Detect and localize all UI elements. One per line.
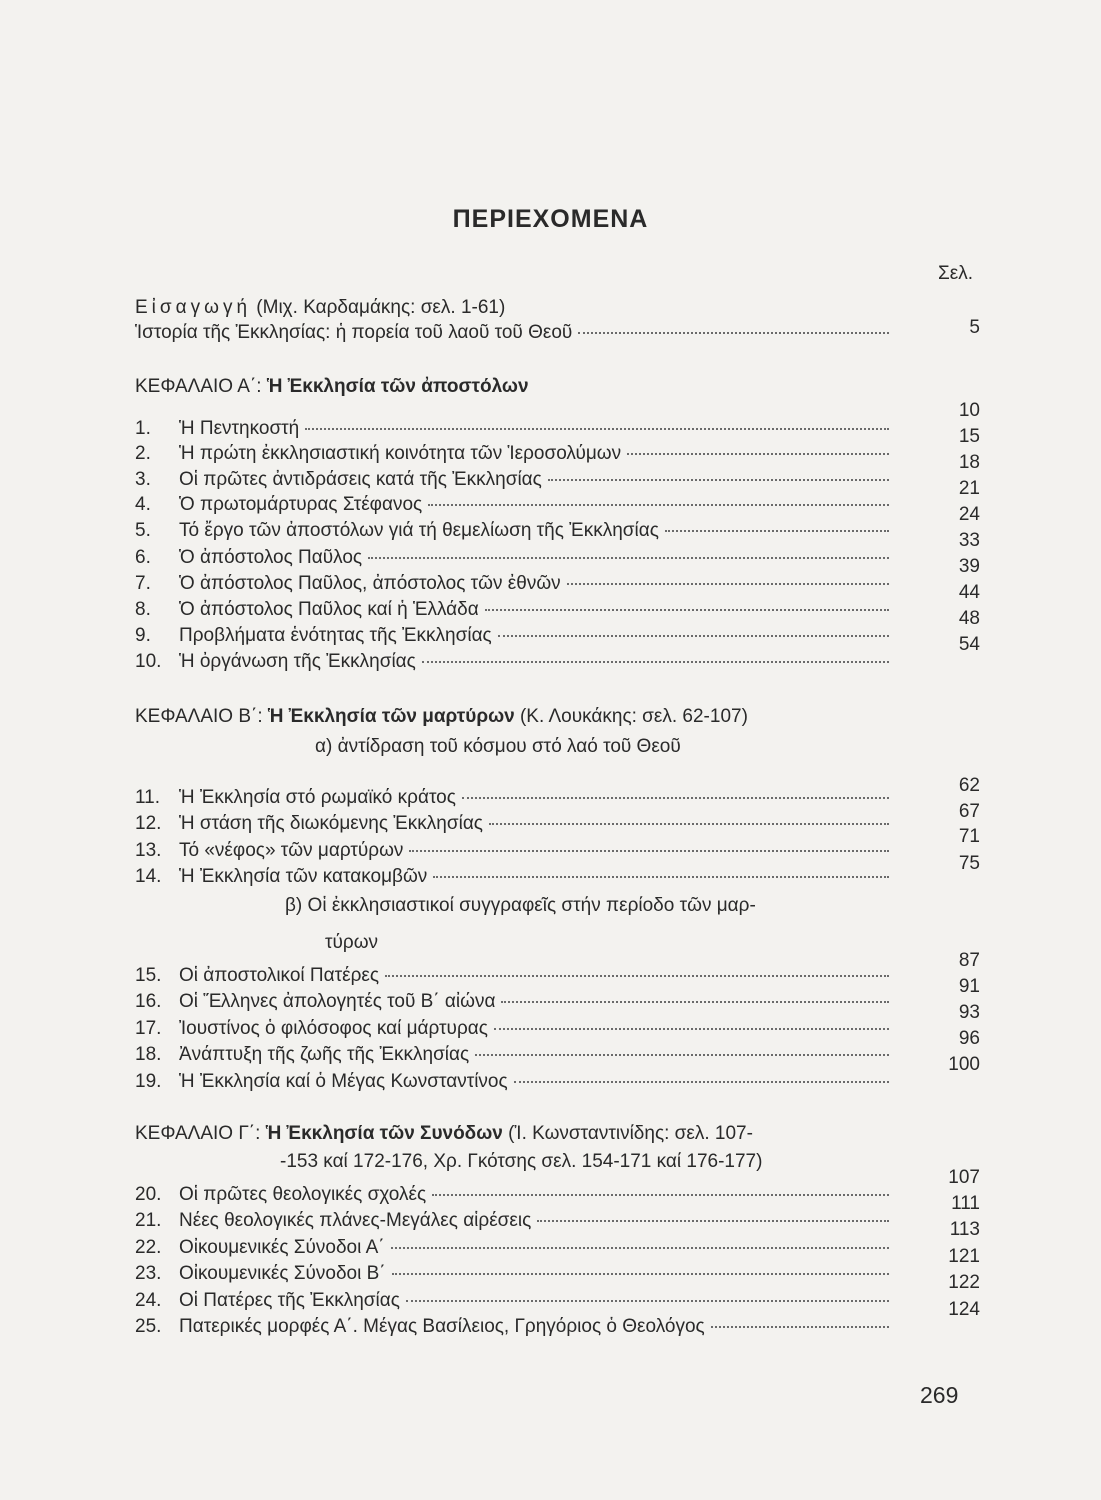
toc-entry xyxy=(135,1290,895,1316)
chapter-title: Ἡ Ἐκκλησία τῶν ἀποστόλων xyxy=(266,376,529,397)
leader-dots xyxy=(385,975,889,977)
leader-dots xyxy=(392,1273,889,1275)
entry-page: 113 xyxy=(949,1219,980,1240)
entry-number: 6. xyxy=(135,547,151,568)
entry-number: 14. xyxy=(135,866,162,887)
entry-title: Ὁ πρωτομάρτυρας Στέφανος xyxy=(179,494,423,515)
leader-dots xyxy=(498,635,889,637)
leader-dots xyxy=(368,557,889,559)
toc-entry xyxy=(135,443,895,469)
toc-entry xyxy=(135,599,895,625)
entry-page: 122 xyxy=(948,1272,980,1293)
entry-title: Οἱ ἀποστολικοί Πατέρες xyxy=(179,965,380,986)
page-number: 269 xyxy=(920,1382,959,1408)
leader-dots xyxy=(406,1300,889,1302)
chapter-prefix: ΚΕΦΑΛΑΙΟ Β΄: xyxy=(135,706,268,727)
entry-page: 67 xyxy=(958,801,980,822)
leader-dots xyxy=(391,1247,889,1249)
toc-entry xyxy=(135,965,895,991)
intro-heading xyxy=(135,297,505,319)
leader-dots xyxy=(567,583,889,585)
entry-title: Πατερικές μορφές Α΄. Μέγας Βασίλειος, Γρηγόριος ὁ Θεολόγος xyxy=(179,1316,705,1337)
entry-number: 1. xyxy=(135,418,151,439)
chapter-heading xyxy=(135,706,915,728)
entry-number: 4. xyxy=(135,494,151,515)
leader-dots xyxy=(627,453,889,455)
toc-entry xyxy=(135,520,895,546)
entry-title: Οἱ Πατέρες τῆς Ἐκκλησίας xyxy=(179,1290,400,1311)
entry-page: 96 xyxy=(958,1028,980,1049)
leader-dots xyxy=(514,1081,889,1083)
entry-page: 21 xyxy=(958,478,980,499)
leader-dots xyxy=(462,797,889,799)
entry-page: 44 xyxy=(958,582,980,603)
chapter-heading xyxy=(135,376,915,398)
entry-title: Ἀνάπτυξη τῆς ζωῆς τῆς Ἐκκλησίας xyxy=(179,1044,470,1065)
leader-dots xyxy=(665,530,889,532)
leader-dots xyxy=(711,1326,889,1328)
entry-page: 24 xyxy=(958,504,980,525)
entry-number: 13. xyxy=(135,840,162,861)
entry-page: 15 xyxy=(958,426,980,447)
chapter-note: (Κ. Λουκάκης: σελ. 62-107) xyxy=(514,706,748,727)
entry-page: 39 xyxy=(958,556,980,577)
toc-entry xyxy=(135,813,895,839)
toc-entry xyxy=(135,1071,895,1097)
entry-title: Νέες θεολογικές πλάνες-Μεγάλες αἱρέσεις xyxy=(179,1210,532,1231)
entry-title: Ἱστορία τῆς Ἐκκλησίας: ἡ πορεία τοῦ λαοῦ τοῦ Θεοῦ xyxy=(135,322,573,343)
entry-page: 111 xyxy=(951,1193,980,1214)
entry-title: Ἡ Ἐκκλησία καί ὁ Μέγας Κωνσταντίνος xyxy=(179,1071,508,1092)
subsection-heading: β) Οἱ ἐκκλησιαστικοί συγγραφεῖς στήν περίοδο τῶν μαρ- xyxy=(285,895,756,916)
entry-number: 22. xyxy=(135,1237,162,1258)
entry-title: Οἰκουμενικές Σύνοδοι Β΄ xyxy=(179,1263,386,1284)
leader-dots xyxy=(305,428,889,430)
entry-number: 20. xyxy=(135,1184,162,1205)
entry-number: 8. xyxy=(135,599,151,620)
entry-page: 48 xyxy=(958,608,980,629)
entry-title: Ὁ ἀπόστολος Παῦλος, ἀπόστολος τῶν ἐθνῶν xyxy=(179,573,561,594)
chapter-title: Ἡ Ἐκκλησία τῶν μαρτύρων xyxy=(267,706,515,727)
entry-page: 33 xyxy=(958,530,980,551)
entry-page: 62 xyxy=(958,775,980,796)
leader-dots xyxy=(578,332,889,334)
entry-number: 15. xyxy=(135,965,162,986)
leader-dots xyxy=(537,1220,889,1222)
entry-number: 17. xyxy=(135,1018,162,1039)
toc-entry xyxy=(135,469,895,495)
toc-entry xyxy=(135,573,895,599)
toc-entry xyxy=(135,787,895,813)
toc-entry xyxy=(135,1018,895,1044)
entry-title: Ὁ ἀπόστολος Παῦλος xyxy=(179,547,363,568)
leader-dots xyxy=(433,876,889,878)
page-column-label: Σελ. xyxy=(938,263,973,284)
entry-title: Ἡ πρώτη ἐκκλησιαστική κοινότητα τῶν Ἱεροσολύμων xyxy=(179,443,622,464)
leader-dots xyxy=(428,504,889,506)
chapter-heading xyxy=(135,1123,915,1145)
toc-entry xyxy=(135,494,895,520)
entry-page: 93 xyxy=(958,1002,980,1023)
entry-number: 25. xyxy=(135,1316,162,1337)
entry-number: 10. xyxy=(135,651,162,672)
entry-page: 75 xyxy=(958,853,980,874)
entry-page: 71 xyxy=(958,826,980,847)
entry-number: 18. xyxy=(135,1044,162,1065)
entry-title: Οἱ πρῶτες ἀντιδράσεις κατά τῆς Ἐκκλησίας xyxy=(179,469,542,490)
toc-entry xyxy=(135,840,895,866)
toc-entry xyxy=(135,418,895,444)
entry-title: Τό «νέφος» τῶν μαρτύρων xyxy=(179,840,404,861)
entry-page: 121 xyxy=(948,1246,980,1267)
entry-title: Ἡ Ἐκκλησία τῶν κατακομβῶν xyxy=(179,866,428,887)
entry-number: 16. xyxy=(135,991,162,1012)
chapter-note-cont: -153 καί 172-176, Χρ. Γκότσης σελ. 154-171 καί 176-177) xyxy=(280,1151,763,1172)
entry-number: 3. xyxy=(135,469,151,490)
subsection-heading-cont: τύρων xyxy=(325,932,379,953)
toc-entry xyxy=(135,1210,895,1236)
entry-number: 21. xyxy=(135,1210,162,1231)
toc-entry xyxy=(135,1044,895,1070)
entry-page: 18 xyxy=(958,452,980,473)
leader-dots xyxy=(548,479,889,481)
entry-number: 11. xyxy=(135,787,161,808)
leader-dots xyxy=(494,1028,889,1030)
entry-title: Ὁ ἀπόστολος Παῦλος καί ἡ Ἑλλάδα xyxy=(179,599,479,620)
entry-number: 19. xyxy=(135,1071,162,1092)
toc-entry xyxy=(135,1316,895,1342)
toc-entry xyxy=(135,625,895,651)
entry-title: Οἰκουμενικές Σύνοδοι Α΄ xyxy=(179,1237,385,1258)
entry-number: 12. xyxy=(135,813,162,834)
chapter-note: (Ἰ. Κωνσταντινίδης: σελ. 107- xyxy=(502,1123,753,1144)
entry-page: 91 xyxy=(958,976,980,997)
toc-entry xyxy=(135,322,895,348)
entry-page: 54 xyxy=(958,634,980,655)
entry-title: Ἡ στάση τῆς διωκόμενης Ἐκκλησίας xyxy=(179,813,483,834)
entry-title: Οἱ πρῶτες θεολογικές σχολές xyxy=(179,1184,427,1205)
intro-label: Εἰσαγωγή xyxy=(135,297,252,318)
leader-dots xyxy=(485,609,889,611)
leader-dots xyxy=(501,1001,889,1003)
entry-page: 107 xyxy=(948,1167,980,1188)
toc-entry xyxy=(135,1184,895,1210)
entry-number: 9. xyxy=(135,625,151,646)
entry-title: Ἡ Πεντηκοστή xyxy=(179,418,300,439)
entry-page: 10 xyxy=(958,400,980,421)
toc-entry xyxy=(135,991,895,1017)
page-title: ΠΕΡΙΕΧΟΜΕΝΑ xyxy=(452,205,649,233)
leader-dots xyxy=(489,823,889,825)
leader-dots xyxy=(475,1054,889,1056)
toc-entry xyxy=(135,651,895,677)
entry-page: 87 xyxy=(958,950,980,971)
chapter-title: Ἡ Ἐκκλησία τῶν Συνόδων xyxy=(265,1123,503,1144)
entry-title: Ἡ ὀργάνωση τῆς Ἐκκλησίας xyxy=(179,651,416,672)
entry-title: Οἱ Ἕλληνες ἀπολογητές τοῦ Β΄ αἰώνα xyxy=(179,991,496,1012)
entry-number: 7. xyxy=(135,573,151,594)
toc-entry xyxy=(135,1237,895,1263)
entry-page: 5 xyxy=(969,317,980,338)
entry-page: 124 xyxy=(948,1299,980,1320)
toc-entry xyxy=(135,866,895,892)
intro-note: (Μιχ. Καρδαμάκης: σελ. 1-61) xyxy=(256,297,506,318)
subsection-heading: α) ἀντίδραση τοῦ κόσμου στό λαό τοῦ Θεοῦ xyxy=(315,736,681,757)
leader-dots xyxy=(409,850,889,852)
entry-number: 5. xyxy=(135,520,151,541)
toc-entry xyxy=(135,1263,895,1289)
chapter-prefix: ΚΕΦΑΛΑΙΟ Α΄: xyxy=(135,376,267,397)
entry-number: 24. xyxy=(135,1290,162,1311)
entry-title: Προβλήματα ἑνότητας τῆς Ἐκκλησίας xyxy=(179,625,492,646)
entry-title: Ἰουστίνος ὁ φιλόσοφος καί μάρτυρας xyxy=(179,1018,488,1039)
toc-entry xyxy=(135,547,895,573)
entry-title: Ἡ Ἐκκλησία στό ρωμαϊκό κράτος xyxy=(179,787,456,808)
chapter-prefix: ΚΕΦΑΛΑΙΟ Γ΄: xyxy=(135,1123,266,1144)
entry-number: 23. xyxy=(135,1263,162,1284)
leader-dots xyxy=(422,661,889,663)
entry-title: Τό ἔργο τῶν ἀποστόλων γιά τή θεμελίωση τῆς Ἐκκλησίας xyxy=(179,520,659,541)
leader-dots xyxy=(432,1194,889,1196)
entry-page: 100 xyxy=(948,1054,980,1075)
entry-number: 2. xyxy=(135,443,151,464)
